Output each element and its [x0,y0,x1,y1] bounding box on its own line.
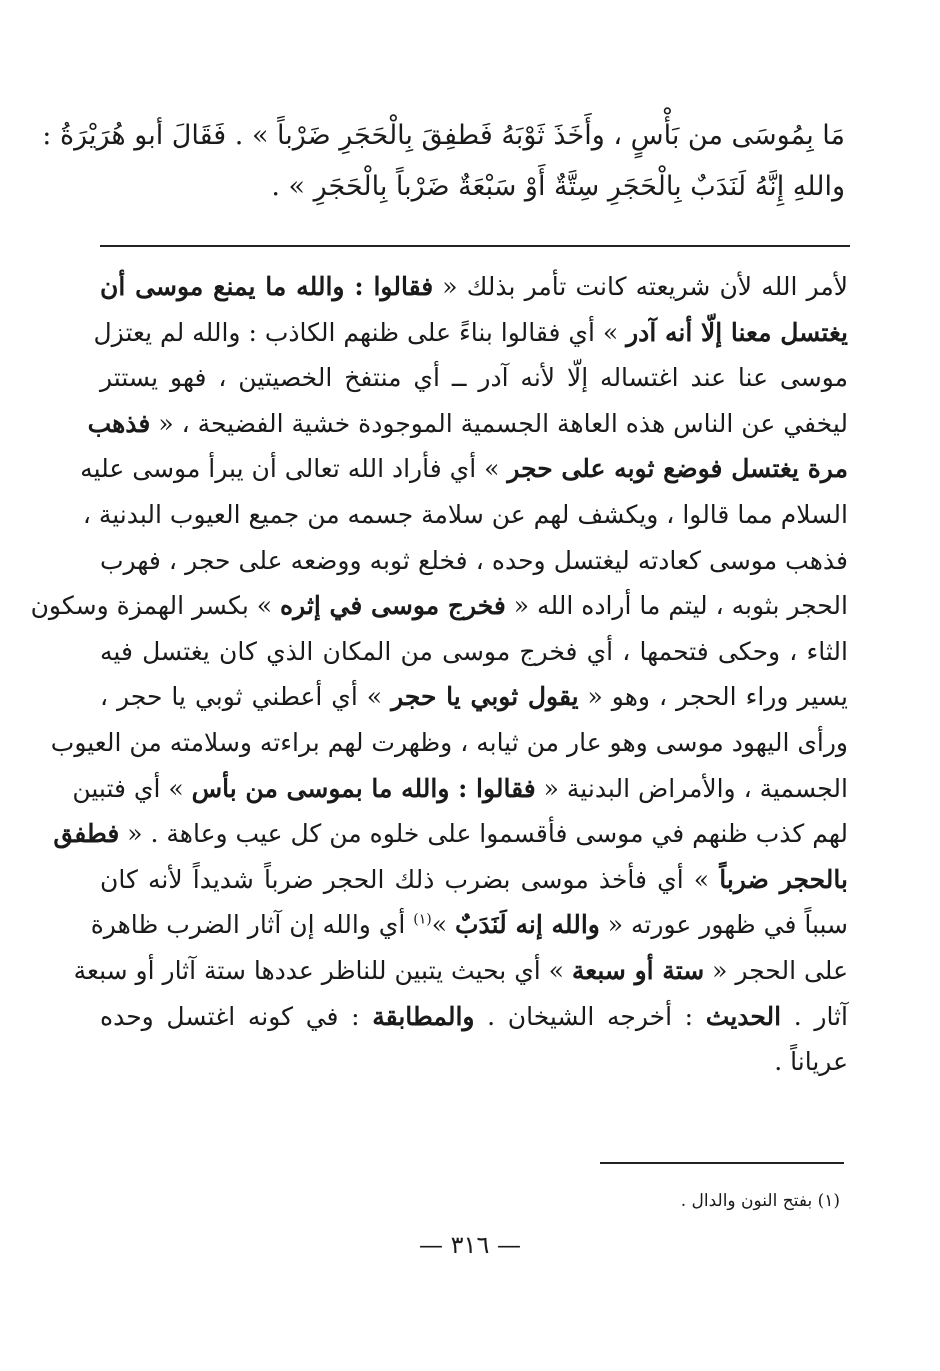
bold-quote: يقول ثوبي يا حجر [391,682,579,712]
bold-quote: فقالوا : والله ما يمنع موسى أن [100,272,434,301]
section-divider [100,245,850,247]
bold-quote: فقالوا : والله ما بموسى من بأس [191,773,536,803]
commentary-line [100,538,848,584]
hadith-line: واللهِ إِنَّهُ لَنَدَبٌ بِالْحَجَرِ سِتَّةٌ أَوْ سَبْعَةٌ ضَرْباً بِالْحَجَرِ » . [271,171,845,202]
text-run: ليخفي عن الناس هذه العاهة الجسمية الموجودة خشية الفضيحة ، « [150,408,848,438]
bold-quote: فذهب [87,408,151,438]
commentary-line [100,994,848,1040]
text-run: سبباً في ظهور عورته « [599,910,848,940]
commentary-line [100,857,848,903]
text-run: » بكسر الهمزة وسكون [30,591,281,621]
text-run: » أي بحيث يتبين للناظر عددها ستة آثار أو سبعة [73,955,572,985]
bold-quote: فطفق [53,819,120,849]
commentary-line [100,674,848,720]
text-run: على الحجر « [704,955,848,985]
text-run: : أخرجه الشيخان . [474,1001,706,1031]
commentary-line [90,902,848,948]
commentary-line [100,355,848,401]
commentary-line [50,720,848,766]
text-run: فذهب موسى كعادته ليغتسل وحده ، فخلع ثوبه ووضعه على حجر ، فهرب [100,545,848,575]
text-run: : في كونه اغتسل وحده [100,1001,373,1031]
text-run: موسى عنا عند اغتساله إلّا لأنه آدر ــ أي منتفخ الخصيتين ، فهو يستتر [100,363,848,393]
text-run: الثاء ، وحكى فتحمها ، أي فخرج موسى من المكان الذي كان يغتسل فيه [100,636,848,666]
commentary-line [87,401,848,447]
commentary-line [80,446,848,492]
text-run: السلام مما قالوا ، ويكشف لهم عن سلامة جسمه من جميع العيوب البدنية ، [82,499,848,529]
text-run: الجسمية ، والأمراض البدنية « [535,773,848,803]
commentary-line [82,492,848,538]
text-run: لأمر الله لأن شريعته كانت تأمر بذلك « [433,272,848,301]
commentary-line [100,264,848,310]
text-run: » أي فقالوا بناءً على ظنهم الكاذب : والله لم يعتزل [93,317,627,347]
text-run: عرياناً . [774,1047,848,1077]
footnote-divider [600,1162,844,1164]
bold-quote: يغتسل معنا إلّا أنه آدر [626,317,848,347]
commentary-text [30,264,848,1085]
footnote-marker: (١) [413,911,432,928]
commentary-line [93,310,848,356]
text-run: » أي فأراد الله تعالى أن يبرأ موسى عليه [80,454,508,484]
text-run: » أي أعطني ثوبي يا حجر ، [100,682,392,712]
bold-quote: بالحجر ضرباً [719,864,848,894]
text-run: » [431,910,455,940]
commentary-line [100,629,848,675]
bold-quote: الحديث [705,1001,782,1031]
bold-quote: ستة أو سبعة [571,955,705,985]
text-run: أي والله إن آثار الضرب ظاهرة [90,910,414,940]
footnote: (١) بفتح النون والدال . [680,1191,840,1211]
commentary-line [53,811,848,857]
bold-quote: والمطابقة [372,1001,475,1031]
commentary-line [72,766,848,812]
text-run: ورأى اليهود موسى وهو عار من ثيابه ، وظهرت لهم براءته وسلامته من العيوب [50,727,848,757]
text-run: الحجر بثوبه ، ليتم ما أراده الله « [505,591,848,621]
page-number: — ٣١٦ — [419,1231,521,1259]
text-run: » أي فتبين [72,773,192,803]
hadith-line: مَا بِمُوسَى من بَأْسٍ ، وأَخَذَ ثَوْبَهُ فَطفِقَ بِالْحَجَرِ ضَرْباً » . فَقَالَ أبو هُرَيْرَةُ : [42,120,845,151]
hadith-text [42,110,845,212]
text-run: يسير وراء الحجر ، وهو « [578,682,848,712]
bold-quote: فخرج موسى في إثره [280,591,506,621]
commentary-line [100,1039,848,1085]
text-run: » أي فأخذ موسى بضرب ذلك الحجر ضرباً شديداً لأنه كان [100,864,720,894]
commentary-line [73,948,848,994]
text-run: لهم كذب ظنهم في موسى فأقسموا على خلوه من كل عيب وعاهة . « [119,819,848,849]
text-run: آثار . [781,1001,848,1031]
commentary-line [30,583,848,629]
bold-quote: مرة يغتسل فوضع ثوبه على حجر [507,454,848,484]
bold-quote: والله إنه لَنَدَبٌ [454,910,600,940]
